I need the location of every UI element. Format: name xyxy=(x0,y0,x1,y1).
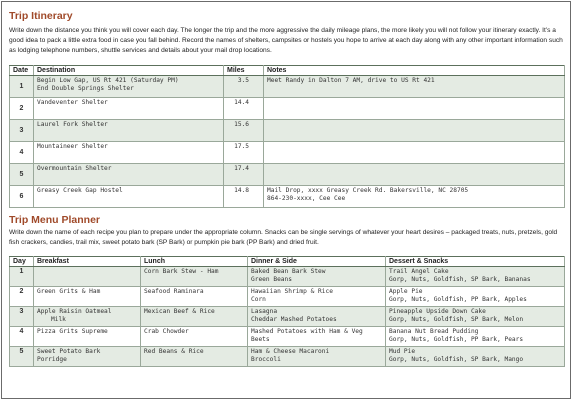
dinner-line: Cheddar Mashed Potatoes xyxy=(251,316,337,323)
menu-row xyxy=(10,307,565,327)
menu-breakfast[interactable] xyxy=(34,327,141,347)
menu-lunch[interactable]: Corn Bark Stew - Ham xyxy=(141,267,248,287)
menu-dessert[interactable] xyxy=(386,307,565,327)
itinerary-row xyxy=(10,186,565,208)
itinerary-header-row xyxy=(10,66,565,76)
menu-breakfast[interactable] xyxy=(34,347,141,367)
menu-lunch[interactable]: Mexican Beef & Rice xyxy=(141,307,248,327)
dessert-line: Pineapple Upside Down Cake xyxy=(389,308,486,315)
destination-line: Greasy Creek Gap Hostel xyxy=(37,187,123,194)
header-breakfast: Breakfast xyxy=(34,257,141,267)
header-dinner: Dinner & Side xyxy=(248,257,386,267)
dessert-line: Gorp, Nuts, Goldfish, PP Bark, Pears xyxy=(389,336,524,343)
header-day: Day xyxy=(10,257,34,267)
itinerary-date: 3 xyxy=(10,120,34,142)
menu-title: Trip Menu Planner xyxy=(9,214,101,226)
itinerary-miles[interactable]: 3.5 xyxy=(224,76,264,98)
destination-line: Laurel Fork Shelter xyxy=(37,121,108,128)
dessert-line: Apple Pie xyxy=(389,288,423,295)
dessert-line: Gorp, Nuts, Goldfish, SP Bark, Bananas xyxy=(389,276,531,283)
menu-dinner[interactable] xyxy=(248,347,386,367)
destination-line: End Double Springs Shelter xyxy=(37,85,134,92)
itinerary-miles[interactable]: 14.4 xyxy=(224,98,264,120)
dinner-line: Baked Bean Bark Stew xyxy=(251,268,326,275)
breakfast-line: Porridge xyxy=(37,356,67,363)
itinerary-destination[interactable] xyxy=(34,120,224,142)
itinerary-row xyxy=(10,142,565,164)
breakfast-line: Pizza Grits Supreme xyxy=(37,328,108,335)
itinerary-destination[interactable] xyxy=(34,186,224,208)
dinner-line: Mashed Potatoes with Ham & Veg xyxy=(251,328,363,335)
menu-intro: Write down the name of each recipe you plan to prepare under the appropriate column. Snacks can be single servings of whatever your heart desires – packaged treats, nuts, pretzels, gold fish crackers, candies, trail mix, sweet potato bark (SP Bark) or pumpkin pie bark (PP Bark) and dried fruit. xyxy=(9,229,558,246)
itinerary-intro: Write down the distance you think you will cover each day. The longer the trip and the more aggressive the daily mileage plans, the more likely you will not follow your itinerary exactly. It’s a good idea to pack a little extra food in case you fall behind. Record the names of shelters, campsites or hostels you hope to arrive at each day along with any other important information such as lodging telephone numbers, shuttle services and details about your mail drop locations. xyxy=(9,27,563,54)
itinerary-date: 6 xyxy=(10,186,34,208)
menu-dessert[interactable] xyxy=(386,267,565,287)
itinerary-destination[interactable] xyxy=(34,76,224,98)
destination-line: Overmountain Shelter xyxy=(37,165,112,172)
itinerary-notes[interactable] xyxy=(264,76,565,98)
menu-row xyxy=(10,267,565,287)
dinner-line: Ham & Cheese Macaroni xyxy=(251,348,330,355)
itinerary-date: 2 xyxy=(10,98,34,120)
itinerary-notes[interactable] xyxy=(264,164,565,186)
menu-breakfast[interactable] xyxy=(34,267,141,287)
menu-lunch[interactable]: Seafood Raminara xyxy=(141,287,248,307)
dinner-line: Beets xyxy=(251,336,270,343)
breakfast-line: Sweet Potato Bark xyxy=(37,348,101,355)
menu-day: 2 xyxy=(10,287,34,307)
dessert-line: Banana Nut Bread Pudding xyxy=(389,328,479,335)
menu-lunch[interactable]: Red Beans & Rice xyxy=(141,347,248,367)
menu-dinner[interactable] xyxy=(248,307,386,327)
dinner-line: Green Beans xyxy=(251,276,292,283)
dessert-line: Gorp, Nuts, Goldfish, PP Bark, Apples xyxy=(389,296,527,303)
menu-header-row xyxy=(10,257,565,267)
document-sheet xyxy=(9,10,565,367)
header-lunch: Lunch xyxy=(141,257,248,267)
breakfast-line: Milk xyxy=(51,316,66,323)
header-dessert: Dessert & Snacks xyxy=(386,257,565,267)
notes-line: Mail Drop, xxxx Greasy Creek Rd. Bakersville, NC 28705 xyxy=(267,187,469,194)
menu-table xyxy=(9,256,565,367)
dinner-line: Lasagna xyxy=(251,308,278,315)
menu-dessert[interactable] xyxy=(386,287,565,307)
itinerary-row xyxy=(10,120,565,142)
itinerary-date: 1 xyxy=(10,76,34,98)
itinerary-miles[interactable]: 17.4 xyxy=(224,164,264,186)
itinerary-destination[interactable] xyxy=(34,164,224,186)
itinerary-notes[interactable] xyxy=(264,120,565,142)
breakfast-line: Apple Raisin Oatmeal xyxy=(37,308,112,315)
itinerary-notes[interactable] xyxy=(264,142,565,164)
itinerary-miles[interactable]: 14.8 xyxy=(224,186,264,208)
menu-dinner[interactable] xyxy=(248,267,386,287)
itinerary-miles[interactable]: 15.6 xyxy=(224,120,264,142)
menu-row xyxy=(10,327,565,347)
menu-dessert[interactable] xyxy=(386,327,565,347)
itinerary-destination[interactable] xyxy=(34,142,224,164)
dessert-line: Mud Pie xyxy=(389,348,416,355)
itinerary-notes[interactable] xyxy=(264,186,565,208)
menu-day: 1 xyxy=(10,267,34,287)
notes-line: Meet Randy in Dalton 7 AM, drive to US Rt 421 xyxy=(267,77,435,84)
menu-breakfast[interactable] xyxy=(34,287,141,307)
menu-dinner[interactable] xyxy=(248,287,386,307)
menu-dinner[interactable] xyxy=(248,327,386,347)
itinerary-row xyxy=(10,164,565,186)
destination-line: Vandeventer Shelter xyxy=(37,99,108,106)
header-date: Date xyxy=(10,66,34,76)
destination-line: Mountaineer Shelter xyxy=(37,143,108,150)
menu-breakfast[interactable] xyxy=(34,307,141,327)
menu-row xyxy=(10,287,565,307)
menu-day: 5 xyxy=(10,347,34,367)
itinerary-date: 5 xyxy=(10,164,34,186)
header-miles: Miles xyxy=(224,66,264,76)
notes-line: 864-230-xxxx, Cee Cee xyxy=(267,195,346,202)
dessert-line: Gorp, Nuts, Goldfish, SP Bark, Mango xyxy=(389,356,524,363)
menu-day: 3 xyxy=(10,307,34,327)
header-notes: Notes xyxy=(264,66,565,76)
itinerary-table xyxy=(9,65,565,208)
dinner-line: Corn xyxy=(251,296,266,303)
menu-dessert[interactable] xyxy=(386,347,565,367)
itinerary-row xyxy=(10,98,565,120)
header-destination: Destination xyxy=(34,66,224,76)
destination-line: Begin Low Gap, US Rt 421 (Saturday PM) xyxy=(37,77,179,84)
menu-lunch[interactable]: Crab Chowder xyxy=(141,327,248,347)
itinerary-date: 4 xyxy=(10,142,34,164)
dinner-line: Broccoli xyxy=(251,356,281,363)
dessert-line: Trail Angel Cake xyxy=(389,268,449,275)
menu-day: 4 xyxy=(10,327,34,347)
page-frame xyxy=(1,1,571,399)
itinerary-notes[interactable] xyxy=(264,98,565,120)
breakfast-line: Green Grits & Ham xyxy=(37,288,101,295)
dinner-line: Hawaiian Shrimp & Rice xyxy=(251,288,333,295)
itinerary-miles[interactable]: 17.5 xyxy=(224,142,264,164)
itinerary-row xyxy=(10,76,565,98)
itinerary-destination[interactable] xyxy=(34,98,224,120)
itinerary-title: Trip Itinerary xyxy=(9,10,73,22)
dessert-line: Gorp, Nuts, Goldfish, SP Bark, Melon xyxy=(389,316,524,323)
menu-row xyxy=(10,347,565,367)
